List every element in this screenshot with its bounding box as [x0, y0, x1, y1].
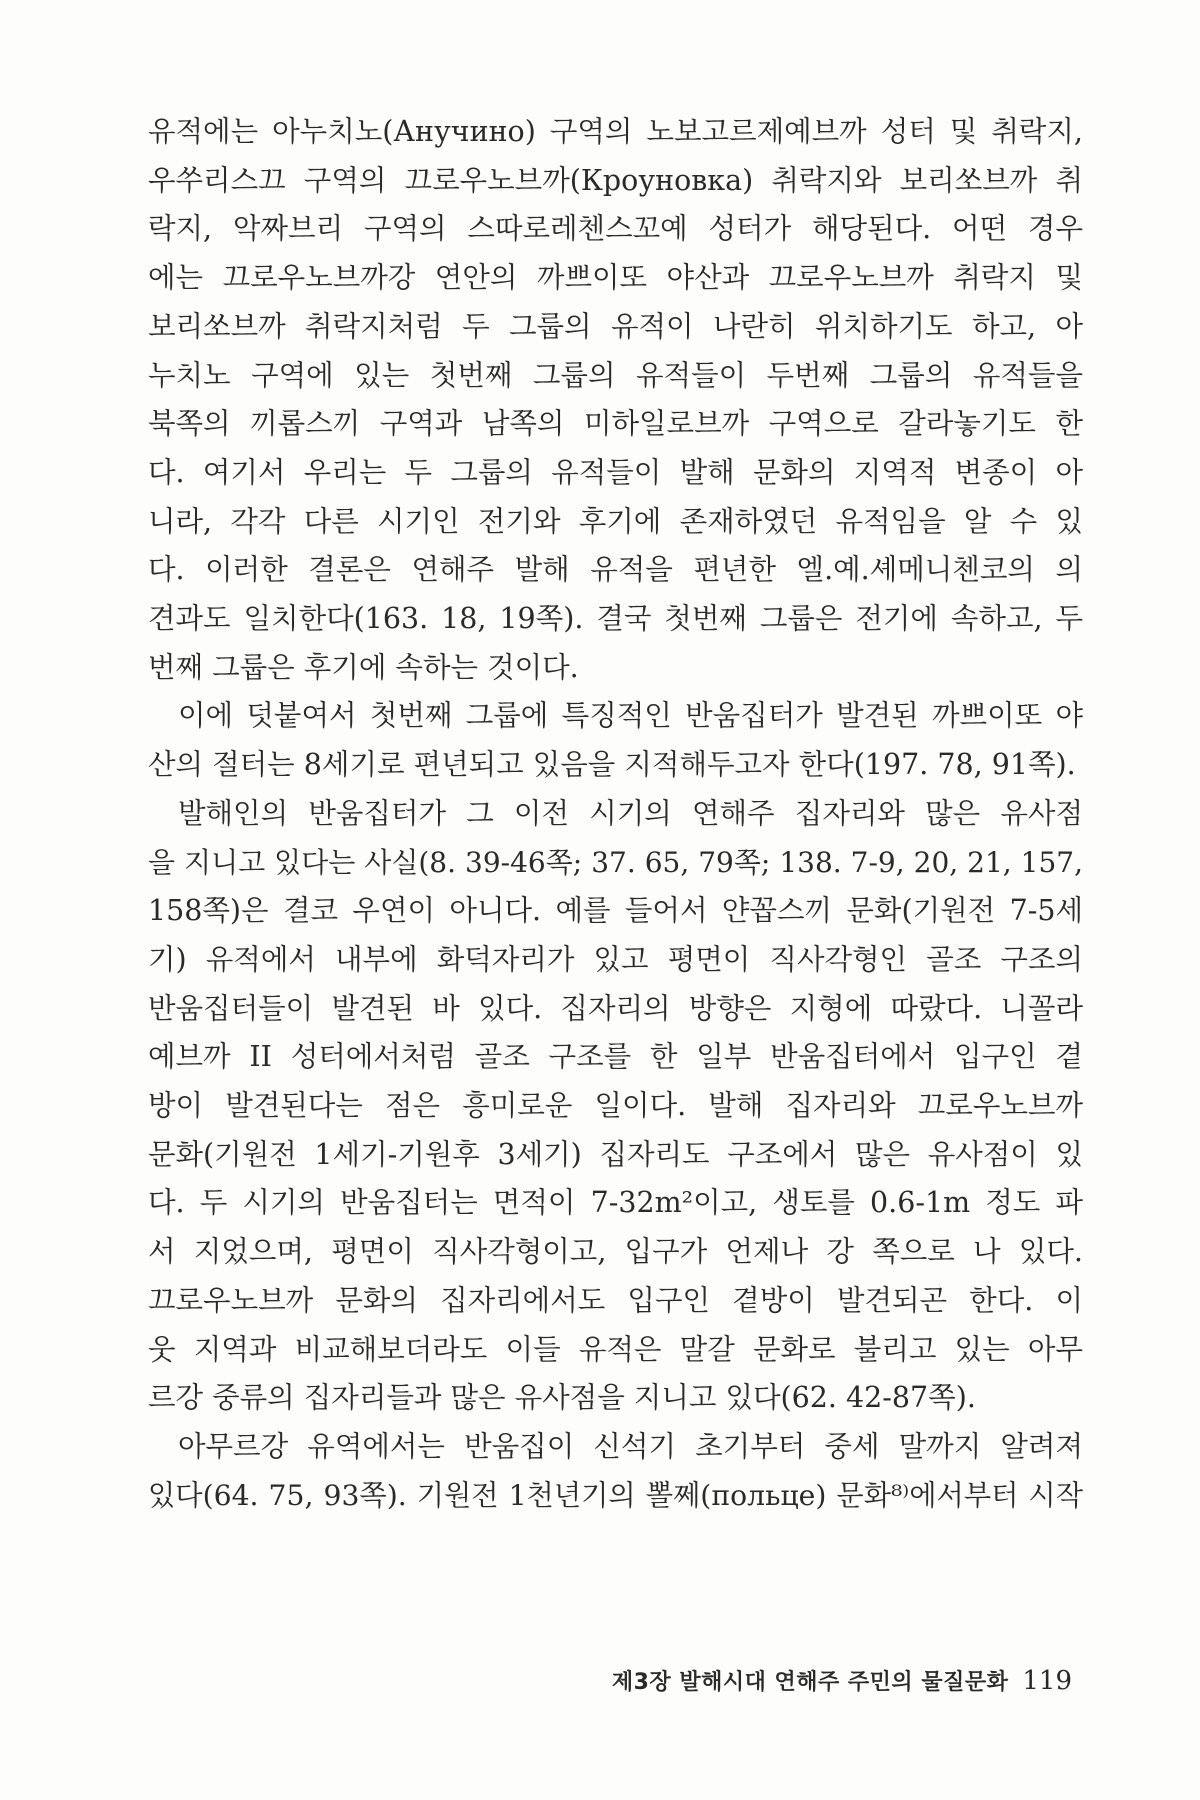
- text-line: 을 지니고 있다는 사실(8. 39-46쪽; 37. 65, 79쪽; 138. 7-9, 20, 21, 157,: [148, 845, 1083, 879]
- body-text: [148, 108, 1083, 1520]
- text-line: 서 지었으며, 평면이 직사각형이고, 입구가 언제나 강 쪽으로 나 있다.: [148, 1235, 1083, 1269]
- text-line: 158쪽)은 결코 우연이 아니다. 예를 들어서 얀꼽스끼 문화(기원전 7-5세: [148, 894, 1083, 928]
- text-line: 있다(64. 75, 93쪽). 기원전 1천년기의 뽈쩨(польце) 문화⁸⁾에서부터 시작: [148, 1478, 1083, 1512]
- text-line: 끄로우노브까 문화의 집자리에서도 입구인 곁방이 발견되곤 한다. 이: [148, 1283, 1083, 1317]
- text-line: 북쪽의 끼롭스끼 구역과 남쪽의 미하일로브까 구역으로 갈라놓기도 한: [148, 407, 1083, 441]
- text-line: 유적에는 아누치노(Анучино) 구역의 노보고르제예브까 성터 및 취락지,: [148, 115, 1083, 148]
- text-line: 견과도 일치한다(163. 18, 19쪽). 결국 첫번째 그룹은 전기에 속하고, 두: [148, 602, 1083, 636]
- text-line: 니라, 각각 다른 시기인 전기와 후기에 존재하였던 유적임을 알 수 있: [148, 504, 1083, 538]
- text-line: 다. 두 시기의 반움집터는 면적이 7-32m²이고, 생토를 0.6-1m 정도 파: [148, 1186, 1083, 1220]
- text-line: 다. 이러한 결론은 연해주 발해 유적을 편년한 엘.예.셰메니첸코의 의: [148, 553, 1083, 587]
- running-footer-chapter-title: 제3장 발해시대 연해주 주민의 물질문화: [611, 1670, 1009, 1695]
- text-line: 문화(기원전 1세기-기원후 3세기) 집자리도 구조에서 많은 유사점이 있: [148, 1137, 1083, 1171]
- text-line: 에는 끄로우노브까강 연안의 까쁘이또 야산과 끄로우노브까 취락지 및: [148, 261, 1083, 295]
- text-line: 보리쏘브까 취락지처럼 두 그룹의 유적이 나란히 위치하기도 하고, 아: [148, 309, 1083, 343]
- text-line: 이에 덧붙여서 첫번째 그룹에 특징적인 반움집터가 발견된 까쁘이또 야: [178, 699, 1083, 733]
- text-line: 락지, 악짜브리 구역의 스따로레첸스꼬예 성터가 해당된다. 어떤 경우: [148, 212, 1083, 246]
- text-line: 우쑤리스끄 구역의 끄로우노브까(Кроуновка) 취락지와 보리쏘브까 취: [148, 163, 1083, 197]
- text-line: 반움집터들이 발견된 바 있다. 집자리의 방향은 지형에 따랐다. 니꼴라: [148, 991, 1083, 1025]
- page-number: 119: [1022, 1666, 1072, 1696]
- text-line: 르강 중류의 집자리들과 많은 유사점을 지니고 있다(62. 42-87쪽).: [148, 1381, 976, 1415]
- text-line: 기) 유적에서 내부에 화덕자리가 있고 평면이 직사각형인 골조 구조의: [148, 942, 1083, 976]
- text-line: 산의 절터는 8세기로 편년되고 있음을 지적해두고자 한다(197. 78, 91쪽).: [148, 748, 1076, 782]
- text-line: 아무르강 유역에서는 반움집이 신석기 초기부터 중세 말까지 알려져: [178, 1429, 1083, 1463]
- text-line: 다. 여기서 우리는 두 그룹의 유적들이 발해 문화의 지역적 변종이 아: [148, 455, 1083, 489]
- text-line: 방이 발견된다는 점은 흥미로운 일이다. 발해 집자리와 끄로우노브까: [148, 1089, 1083, 1123]
- text-line: 예브까 II 성터에서처럼 골조 구조를 한 일부 반움집터에서 입구인 곁: [148, 1040, 1083, 1074]
- text-line: 누치노 구역에 있는 첫번째 그룹의 유적들이 두번째 그룹의 유적들을: [148, 358, 1083, 392]
- page-footer: [612, 1665, 1072, 1696]
- text-line: 웃 지역과 비교해보더라도 이들 유적은 말갈 문화로 불리고 있는 아무: [148, 1332, 1083, 1366]
- text-line: 발해인의 반움집터가 그 이전 시기의 연해주 집자리와 많은 유사점: [178, 796, 1083, 830]
- text-line: 번째 그룹은 후기에 속하는 것이다.: [148, 650, 579, 684]
